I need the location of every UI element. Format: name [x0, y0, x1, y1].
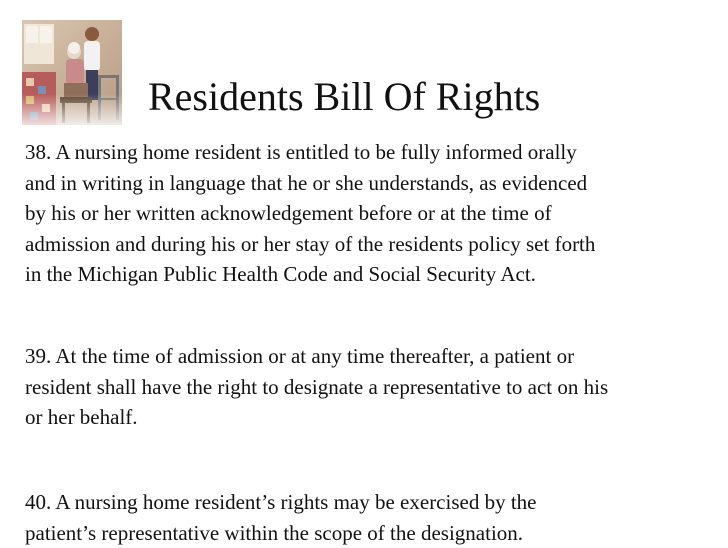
right-39-paragraph — [25, 341, 715, 433]
paragraph-line: and in writing in language that he or she understands, as evidenced — [25, 168, 715, 199]
paragraph-line: or her behalf. — [25, 402, 715, 433]
paragraph-line: by his or her written acknowledgement before or at the time of — [25, 198, 715, 229]
paragraph-line: patient’s representative within the scope of the designation. — [25, 518, 715, 548]
paragraph-line: admission and during his or her stay of the residents policy set forth — [25, 229, 715, 260]
right-40-paragraph — [25, 487, 715, 548]
right-38-paragraph — [25, 137, 715, 290]
paragraph-line: 38. A nursing home resident is entitled to be fully informed orally — [25, 137, 715, 168]
slide-title: Residents Bill Of Rights — [148, 72, 540, 122]
paragraph-line: 40. A nursing home resident’s rights may be exercised by the — [25, 487, 715, 518]
paragraph-line: resident shall have the right to designate a representative to act on his — [25, 372, 715, 403]
paragraph-line: in the Michigan Public Health Code and Social Security Act. — [25, 259, 715, 290]
paragraph-line: 39. At the time of admission or at any time thereafter, a patient or — [25, 341, 715, 372]
resident-photo — [22, 20, 122, 125]
